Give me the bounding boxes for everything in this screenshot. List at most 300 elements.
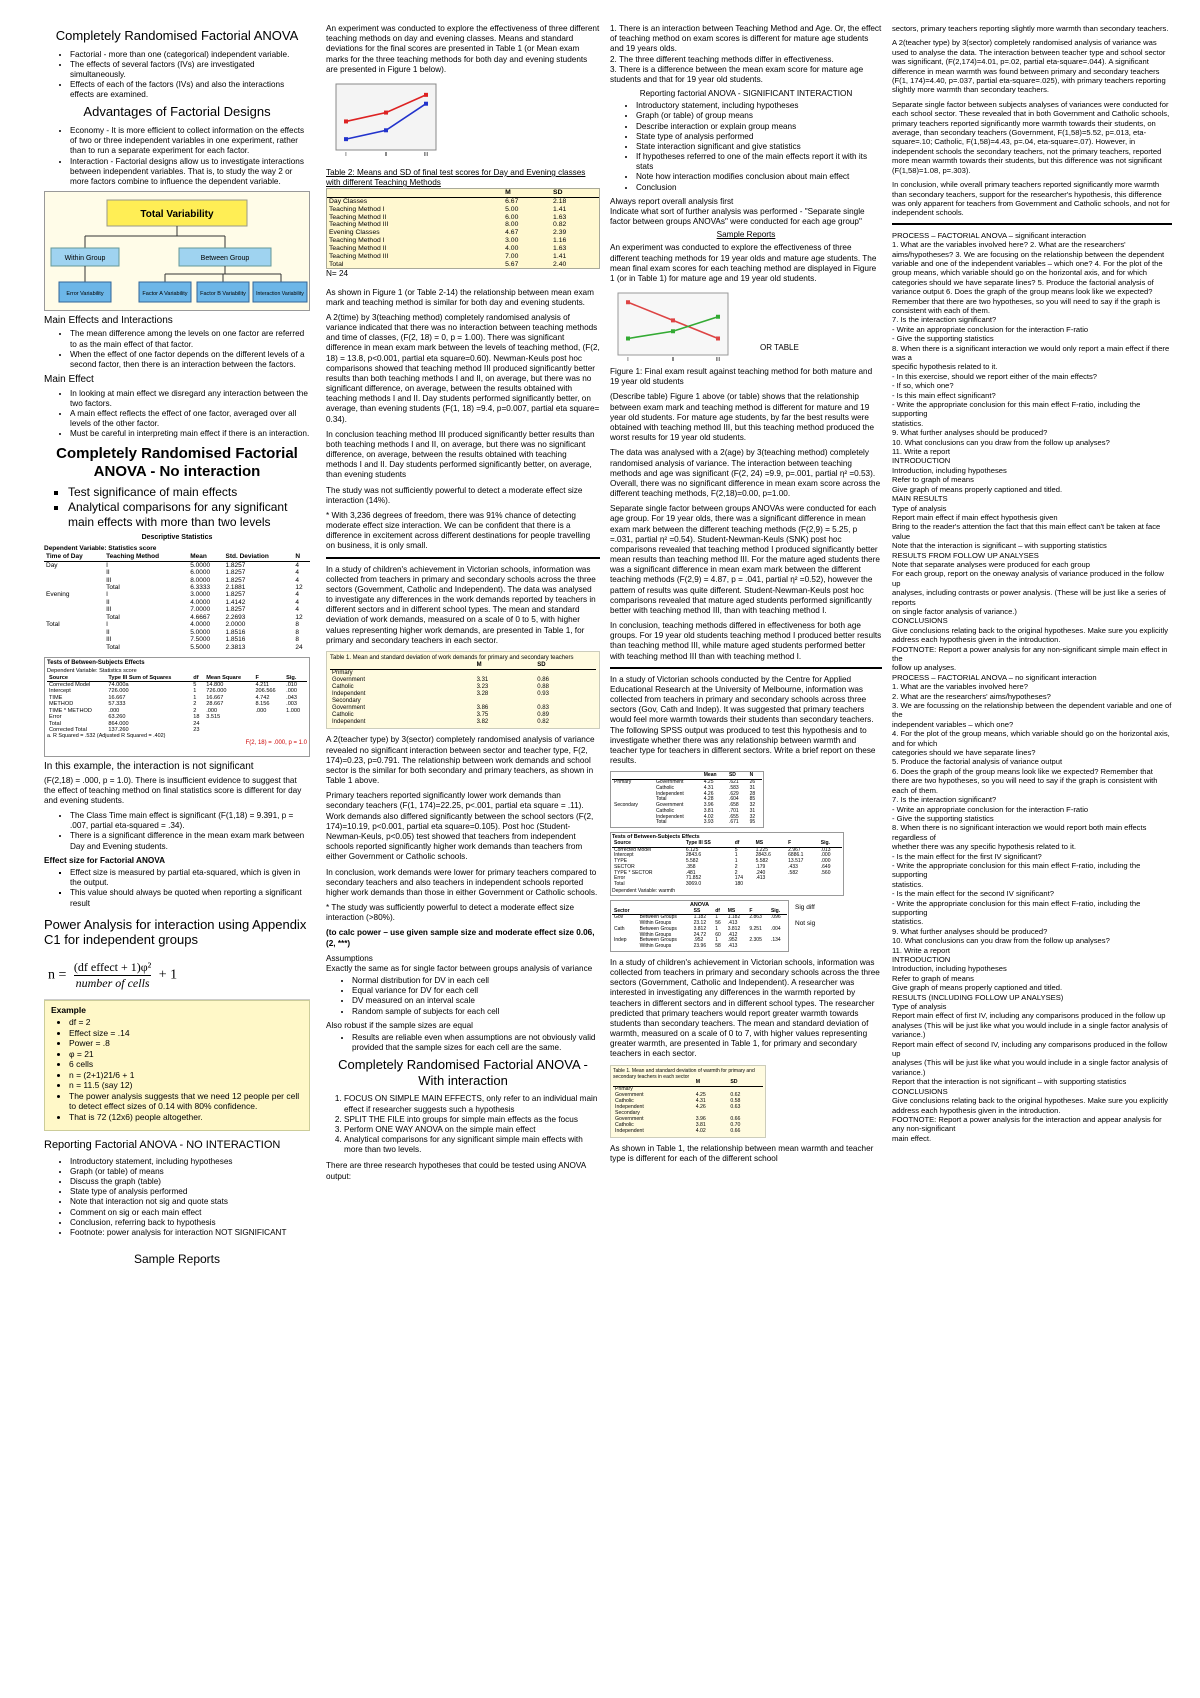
table-cell: 12 [295,613,303,621]
table-cell: 1 [715,914,718,921]
text-line: specific hypothesis related to it. [892,362,998,372]
table-row [327,206,599,214]
table-cell: .413 [755,875,766,882]
warmth-table-caption: Table 1. Mean and standard deviation of warmth for primary and secondary teachers in each sector [613,1067,755,1080]
table-row [330,670,596,677]
column-header: MS [754,841,787,847]
table-row [44,591,310,598]
table-cell: Total [655,796,667,803]
table-cell: Independent [332,691,366,697]
column-header: N [748,773,762,779]
figure-interaction-chart [610,289,882,367]
text-line: - Write the appropriate conclusion for this main effect F-ratio, including the supporting [892,400,1141,419]
anova-fig-note: a. R Squared = .532 (Adjusted R Squared = .402) [47,733,166,740]
table-cell: Primary [615,1085,633,1092]
work-demands-figure [326,651,600,729]
table-cell: 4.25 [695,1091,706,1098]
data-point [626,300,630,304]
table2-caption: Table 2: Means and SD of final test scores for Day and Evening classes with different Teaching Methods [326,167,586,188]
text-line: 1. What are the variables involved here? 2. What are the researchers' aims/hypotheses? 3. We are focusing on the relationship between the dependent variable and one of the independent variables – which one? 4. For the plot of the group means, which variable should go on the horizontal axis, and for which categories should we have separate lines? 5. Produce the factorial analysis of variance output 6. Does the graph of the group means look like we expected? Remember that there are two hypotheses, so you will need to say if the graph is consistent with each of them. [892,240,1165,315]
table-cell: Total [106,613,120,621]
column-header: SD [535,662,596,669]
column-header: Mean [188,553,223,561]
table-cell: 4.02 [695,1127,706,1134]
table-cell: 864.000 [108,720,129,727]
table-cell: Within Groups [639,931,672,938]
table-row [47,682,307,689]
reporting-sig-list [610,101,882,193]
process-sig-lines [892,231,1172,673]
table-cell: 32 [749,813,756,820]
text-line: 2. What are the researchers' aims/hypotheses? [892,691,1051,701]
table-row [44,561,310,569]
text-line: CONCLUSIONS [892,1086,948,1096]
table-cell: 3.96 [703,802,714,809]
table-cell: 23.12 [693,920,707,927]
hypotheses-list [610,24,882,85]
table-cell: II [106,628,110,636]
text-line: - If so, which one? [892,381,954,391]
table-cell: 1.8516 [225,636,246,644]
table-cell: 24 [193,720,200,727]
column-header: Type III Sum of Squares [106,675,191,682]
text-line: 8. When there is no significant interaction we would report both main effects regardless of [892,823,1147,842]
list-item: • When the effect of one factor depends on the different levels of a second factor, then there is an interaction between the factors. [70,350,310,370]
plot-area [618,293,728,355]
text-line: Refer to graph of means [892,475,974,485]
table-cell: .560 [820,869,831,876]
or-table-label: OR TABLE [760,343,799,353]
table-cell: Within Groups [639,943,672,950]
text-line: Report main effect of first IV, including any comparisons produced in the follow up [892,1011,1166,1021]
column-header: df [713,909,726,915]
list-item: • 6 cells [69,1059,303,1070]
table-cell: Corrected Model [614,846,651,853]
table-row [612,820,762,826]
no-sig-heading: In this example, the interaction is not significant [44,761,254,773]
table-cell: 8.156 [255,701,270,708]
text-line: whether there was any specific hypothesis related to it. [892,842,1077,852]
table-cell: 3.23 [476,684,489,691]
col2-para6: * With 3,236 degrees of freedom, there was 91% chance of detecting moderate effect size interaction. We can be confident that there is a difference in excitement across different destinations for people travelling on business, it is only small. [326,510,591,551]
text-line: - Write an appropriate conclusion for the interaction F-ratio [892,804,1089,814]
table-cell: Evening Classes [329,229,380,237]
table-cell: Catholic [332,711,354,718]
list-item: • Random sample of subjects for each cell [352,1007,600,1017]
text-line: RESULTS (INCLUDING FOLLOW UP ANALYSES) [892,992,1064,1002]
table-cell: II [106,569,110,577]
list-item: • In looking at main effect we disregard any interaction between the two factors. [70,389,310,409]
table-cell: Gov [614,914,624,921]
col2-para10: In conclusion, work demands were lower for primary teachers compared to secondary teachers and also teachers in independent schools reported higher work demands than those in either Government or Catholic schools. [326,867,598,897]
table-cell: 1.225 [755,846,769,853]
figure-interaction-svg [610,289,740,365]
main-effects-list [44,329,310,370]
no-sig-text: (F(2,18) = .000, p = 1.0). There is insufficient evidence to suggest that the effect of teaching method on final statistics score is different for day and evening students. [44,775,302,805]
table-row [330,698,596,705]
table-cell: I [106,621,108,629]
table-cell: 137.260 [108,726,129,733]
table-cell: .413 [727,920,738,927]
table-row [330,677,596,684]
column-header: SD [551,189,599,197]
table-cell: Catholic [655,807,675,814]
variability-diagram-svg [45,192,309,310]
text-line: Type of analysis [892,503,947,513]
col4-para1: sectors, primary teachers reporting slightly more warmth than secondary teachers. [892,24,1169,33]
table-cell: Evening [46,591,70,599]
list-item: ▪ This value should always be quoted when reporting a significant result [70,888,310,908]
table-cell: Indep [614,937,627,944]
table-cell: Independent [655,813,684,820]
table-cell: I [106,561,108,569]
text-line: statistics. [892,418,924,428]
desc-table-caption: Descriptive Statistics [141,534,213,542]
table-cell: Teaching Method II [329,213,387,221]
col3-para-a: The data was analysed with a 2(age) by 3(teaching method) completely randomised analysis of variance. The interaction between teaching methods and age was significant (F(2, 24) =9.9, p=.001, partial η² =0.53). Overall, there was no significant difference in mean exam score across the different teaching methods, F(2,18)=0.00, p=1.00. [610,448,881,499]
table-cell: 0.63 [730,1103,741,1110]
table-cell: 13.517 [788,858,804,865]
table-cell: .043 [286,694,298,701]
table-cell: 7.0000 [190,606,211,614]
text-line: Report that the interaction is not significant – with supporting statistics [892,1077,1127,1087]
table-cell: .000 [108,707,120,714]
table-cell: Error [614,875,626,882]
table-cell: 3.812 [727,925,741,932]
table-cell: 5 [193,682,197,688]
text-line: Note that separate analyses were produced for each group [892,559,1090,569]
table-cell: 85 [749,796,756,803]
table-cell: Between Groups [639,914,677,921]
column-header: SS [692,909,714,915]
divider [326,557,600,559]
text-line: 7. Is the interaction significant? [892,795,997,805]
col2-para3: A 2(time) by 3(teaching method) completely randomised analysis of variance indicated that there was no interaction between teaching methods and time of classes, (F(2, 18) = 0, p = 1.00). There was significant difference in mean exam mark between the levels of teaching method, (F(2, 18) = 13.8, p<0.001, partial eta square=0.60). Newman-Keuls post hoc comparisons showed that teaching method III produced significantly better results than both teaching methods I and II, on average, but there was no significant difference, on average, between the results obtained with teaching methods I and II. Day students performed significantly better, on average, than evening students (F(1, 18) =9.4, p=0.007, partial eta square= 0.34). [326,312,600,424]
power-formula [44,952,310,1000]
annotation-not-sig: Not sig [795,919,816,927]
table-cell: 1.8257 [225,561,246,569]
table-cell: Error [49,714,62,721]
table-header-row [47,675,307,682]
table2-n: N= 24 [326,269,349,279]
text-line: variance.) [892,1030,926,1040]
divider [610,667,882,669]
table-cell: 1.000 [286,707,301,714]
table-cell: Day [46,561,58,569]
table-cell: 1.8257 [225,606,246,614]
column-header: Sig. [819,841,842,847]
annotation-sig: Sig diff [795,903,815,911]
table-cell: 0.82 [537,718,549,725]
col4-para2: A 2(teacher type) by 3(sector) completely randomised analysis of variance was used to analyse the data. The interaction between teacher type and school sector was significant, (F(2,174)=4.01, p=.02, partial eta-square=.044). A significant difference in mean warmth was found between primary and secondary teachers (F(1, 174)=4.40, p=.037, partial eta-square=.025), with primary teachers reporting slightly more warmth than secondary teachers. [892,38,1166,95]
table-cell: 0.66 [730,1115,741,1122]
table-cell: 1.63 [553,213,567,221]
robust-list [326,1033,600,1053]
sample-reports-label: Sample Reports [133,1252,221,1267]
table-cell: 71.852 [685,875,702,882]
no-interaction-title: Completely Randomised Factorial ANOVA - No interaction [56,445,298,481]
table-cell: Teaching Method II [329,244,387,252]
table-row [327,229,599,237]
text-line: main effect. [892,1133,932,1143]
table-cell: 1.8516 [225,628,246,636]
table-cell: Total [655,819,667,826]
text-line: 11. Write a report [892,945,950,955]
col4-para3: Separate single factor between subjects analyses of variances were conducted for each school sector. These revealed that in both Government and Catholic schools, primary teachers reported significantly more warmth towards their students, on average, than secondary teachers (Government, F(1,58)=5.52, p=.013, eta-square=.10; Catholic, F(1,58)=4.43, p=.04, eta-square=.07). However, in independent schools the secondary teachers, not the primary teachers, reported more mean warmth towards their students, but this difference was not significant (F(1,58)=1.08, p=.303). [892,99,1170,175]
table-cell: 74.000a [108,682,129,688]
text-line: 9. What further analyses should be produced? [892,926,1048,936]
table-row [44,621,310,628]
col3-para-d: In a study of Victorian schools conducted by the Centre for Applied Educational Research at the University of Melbourne, information was collected from teachers in primary and secondary schools across three sectors (Gov, Cath and Indep). It was suggested that primary teachers would feel more warmth towards their students than secondary teachers. The following SPSS output was produced to test this hypothesis and to investigate whether there was any relationship between warmth and teacher type for teachers in different sectors. Write a brief report on these results. [610,674,876,766]
list-item: • Note that interaction not sig and quote stats [70,1197,310,1207]
table-cell: 1.182 [693,914,707,921]
text-line: RESULTS FROM FOLLOW UP ANALYSES [892,550,1039,560]
table-cell: 1 [715,937,718,944]
table-cell: 4.02 [703,813,714,820]
column-header: SD [728,1080,763,1086]
followup-anova-box [610,900,789,952]
table-cell: .010 [286,682,298,688]
example-box [44,1000,310,1132]
table-cell [44,569,104,576]
data-point [716,337,720,341]
table2-box [326,188,600,269]
table-cell: TYPE [614,858,628,865]
table-cell [747,944,769,950]
table-row [44,614,310,621]
table-cell: 23 [193,726,200,733]
robust-text: Also robust if the sample sizes are equal [326,1020,473,1030]
table-cell: 63.260 [108,714,126,721]
table-cell: 1.182 [727,914,741,921]
list-item: ▪ Analytical comparisons for any significant main effects with more than two levels [68,500,310,530]
table-cell: 32 [749,802,756,809]
text-line: on single factor analysis of variance.) [892,606,1017,616]
text-line: address each hypothesis given in the introduction. [892,635,1061,645]
text-line: statistics. [892,917,924,927]
table-cell [44,599,104,606]
table-cell: 1 [734,852,738,859]
column-header: Sector [612,909,638,915]
list-item: • There is a significant difference in the mean exam mark between Day and Evening students. [70,831,310,851]
text-line: Introduction, including hypotheses [892,964,1007,974]
table-cell: 0.70 [730,1121,741,1128]
column-1 [44,24,310,1678]
table-cell: 1.41 [553,252,567,260]
table-cell: 9.251 [749,925,762,932]
data-point [424,93,428,97]
formula-plus: + 1 [158,967,178,983]
table-cell [44,577,104,584]
table-cell: 0.89 [537,711,549,718]
text-line: Bring to the reader's attention the fact that this main effect can't be taken at face value [892,522,1161,541]
sample-reports-heading: Sample Reports [716,230,776,240]
leaf-interaction-label: Interaction Variability [256,291,304,298]
text-line: PROCESS – FACTORIAL ANOVA – no significant interaction [892,672,1097,682]
column-header: Type III SS [684,841,733,847]
table-row [44,606,310,613]
main-effects-heading: Main Effects and Interactions [44,315,173,327]
list-item: • Factorial - more than one (categorical) independent variable. [70,50,310,60]
table-cell: 8.0000 [190,576,211,584]
table-cell: .003 [286,701,298,708]
table-cell: 5.5000 [190,643,211,651]
table-cell: 4.25 [703,779,714,786]
list-item: • That is 72 (12x6) people altogether. [69,1112,303,1123]
tick-label: II [671,357,675,364]
table-cell: 6.67 [505,198,519,206]
table-cell: 3.81 [703,807,714,814]
list-item: • Conclusion [636,183,882,193]
table-cell: I [106,591,108,599]
column-header: Sig. [769,909,787,915]
descriptive-table [44,553,310,651]
table-cell: Between Groups [639,937,677,944]
with-interaction-title: Completely Randomised Factorial ANOVA - With interaction [338,1057,588,1088]
table-cell: Total [329,260,344,268]
table-cell: Teaching Method I [329,205,385,213]
table-cell: 3.96 [695,1115,706,1122]
column-header: Std. Deviation [223,553,293,561]
table-cell: 5.00 [505,205,519,213]
table-cell: 5.582 [685,858,699,865]
table-cell: Catholic [615,1097,634,1104]
table-cell: 3.00 [505,237,519,245]
table-cell: 2 [193,707,197,714]
table-cell: .004 [770,925,781,932]
text-line: analyses (This will be just like what you would include in a single factor analysis of [892,1020,1168,1030]
table-cell: Catholic [655,784,675,791]
table-cell: 726.000 [206,688,227,695]
col2-para2: As shown in Figure 1 (or Table 2-14) the relationship between mean exam mark and teaching method is similar for both day and evening students. [326,287,594,307]
text-line: Give conclusions relating back to the original hypotheses. Make sure you explicitly [892,1096,1169,1106]
table-cell: 12 [295,584,303,591]
table-cell: 8 [295,636,299,644]
table-cell: 26 [749,779,756,786]
data-point [716,315,720,319]
table-cell: TIME [49,694,63,701]
table-cell: 174 [734,875,744,882]
table-cell: 8 [295,621,299,629]
table-cell: 4.31 [703,784,714,791]
table-cell: 28 [749,790,756,797]
data-point [344,137,348,141]
between-label: Between Group [200,255,250,263]
text-line: statistics. [892,879,924,889]
table-cell: .433 [788,863,798,870]
table-cell: 4 [295,606,299,614]
table-cell: .952 [693,937,704,944]
table-cell: 5.67 [505,260,519,268]
tick-label: I [627,357,629,364]
text-line: 3. There is a difference between the mean exam score for mature age students and that for 19 year old students. [610,64,864,84]
column-header: df [191,675,204,682]
table-cell: 0.86 [537,677,549,684]
table-cell: Independent [615,1103,644,1110]
table-header-row [330,662,596,669]
table-cell: .000 [206,707,218,714]
text-line: categories should we have separate lines? [892,748,1036,758]
text-line: analyses (This will be just like what you would include in a single factor analysis of [892,1058,1168,1068]
text-line: PROCESS – FACTORIAL ANOVA – significant interaction [892,230,1087,240]
table-cell: Primary [614,779,632,786]
list-item: • Power = .8 [69,1038,303,1049]
table-cell: Corrected Total [49,726,87,733]
table-cell: Day Classes [329,198,368,206]
text-line: FOOTNOTE: Report a power analysis for the interaction and appear analysis for any non-significant [892,1114,1162,1134]
table-cell: Total [106,643,120,651]
anova-output-figure [44,657,310,757]
list-item: • Equal variance for DV for each cell [352,986,600,996]
anova-fig-caption: Tests of Between-Subjects Effects [47,660,145,667]
text-line: 1. What are the variables involved here? [892,682,1028,692]
data-point [384,110,388,114]
text-line: 4. For the plot of the group means, which variable should go on the horizontal axis, and for which [892,729,1170,748]
table-row [613,1129,763,1135]
table-cell: 3.812 [693,925,707,932]
table-cell: 3069.0 [685,881,702,888]
text-line: 9. What further analyses should be produced? [892,428,1048,438]
table-cell: 14.800 [206,682,224,688]
column-4 [892,24,1172,1678]
table-cell: SECTOR [614,863,635,870]
table-cell: Intercept [614,852,634,859]
table-cell: .096 [770,914,781,921]
table-cell: .671 [728,819,739,826]
table-cell [44,636,104,643]
table-cell: Total [614,881,625,888]
table-cell: 4.26 [695,1103,706,1110]
table-cell: 2.967 [788,846,801,853]
reporting-title: Reporting Factorial ANOVA - NO INTERACTION [44,1139,281,1152]
table-cell: 1 [715,925,718,932]
list-item: • The mean difference among the levels on one factor are referred to as the main effect of that factor. [70,329,310,349]
col3-para-f: As shown in Table 1, the relationship between mean warmth and teacher type is different for each of the different school [610,1143,874,1163]
table-cell: Catholic [332,684,354,691]
table-cell: 0.66 [730,1127,741,1134]
table-cell: 24 [295,643,303,651]
main-effect-heading: Main Effect [44,374,94,386]
table-cell: 4 [295,591,299,599]
text-line: - Is the main effect for the second IV significant? [892,889,1054,899]
table-cell: 0.88 [537,684,549,691]
data-point [344,119,348,123]
table-cell: .134 [770,937,781,944]
formula-numerator: (df effect + 1)φ² [73,959,152,974]
table-cell: 28.667 [206,701,224,708]
text-line: 3. We are focussing on the relationship between the dependent variable and one of the [892,701,1172,720]
table-cell: Primary [332,670,353,677]
col2-para9: Primary teachers reported significantly lower work demands than secondary teachers (F(1, 174)=22.25, p<.001, partial eta square = .11). Work demands also differed significantly between the school sectors (F(2, 174)=10.19, p<0.001, partial eta square=0.105). Post hoc (Student-Newman-Keuls, p<0.05) test showed that teachers from independent schools reported significantly higher work demands than teachers from either Government or Catholic schools. [326,791,594,862]
tick-label: III [715,357,721,364]
text-line: CONCLUSIONS [892,616,948,626]
list-item: • Introductory statement, including hypotheses [70,1157,310,1167]
table-cell: .583 [728,784,739,791]
list-item: 1. FOCUS ON SIMPLE MAIN EFFECTS, only refer to an individual main effect if researcher suggests such a hypothesis [344,1094,600,1114]
table-row [327,221,599,229]
tick-label: III [423,151,429,158]
table-cell: 16.667 [206,694,224,701]
title-factorial: Completely Randomised Factorial ANOVA [55,28,299,43]
column-header: MS [726,909,748,915]
list-item: • The power analysis suggests that we need 12 people per cell to detect effect sizes of 0.14 with 80% confidence. [69,1091,303,1112]
table-cell: 4.0000 [190,621,211,629]
table-cell: TIME * METHOD [49,707,92,714]
col2-para12: (to calc power – use given sample size and moderate effect size 0.06, (2, ***) [326,928,595,948]
column-header: Source [47,675,106,682]
table-cell: .655 [728,813,739,820]
col2-para4: In conclusion teaching method III produced significantly better results than both teaching methods I and II, on average, but there was no significant difference, on average, between the results obtained with teaching methods I and II. Day students performed significantly better, on average, than evening students [326,429,595,480]
